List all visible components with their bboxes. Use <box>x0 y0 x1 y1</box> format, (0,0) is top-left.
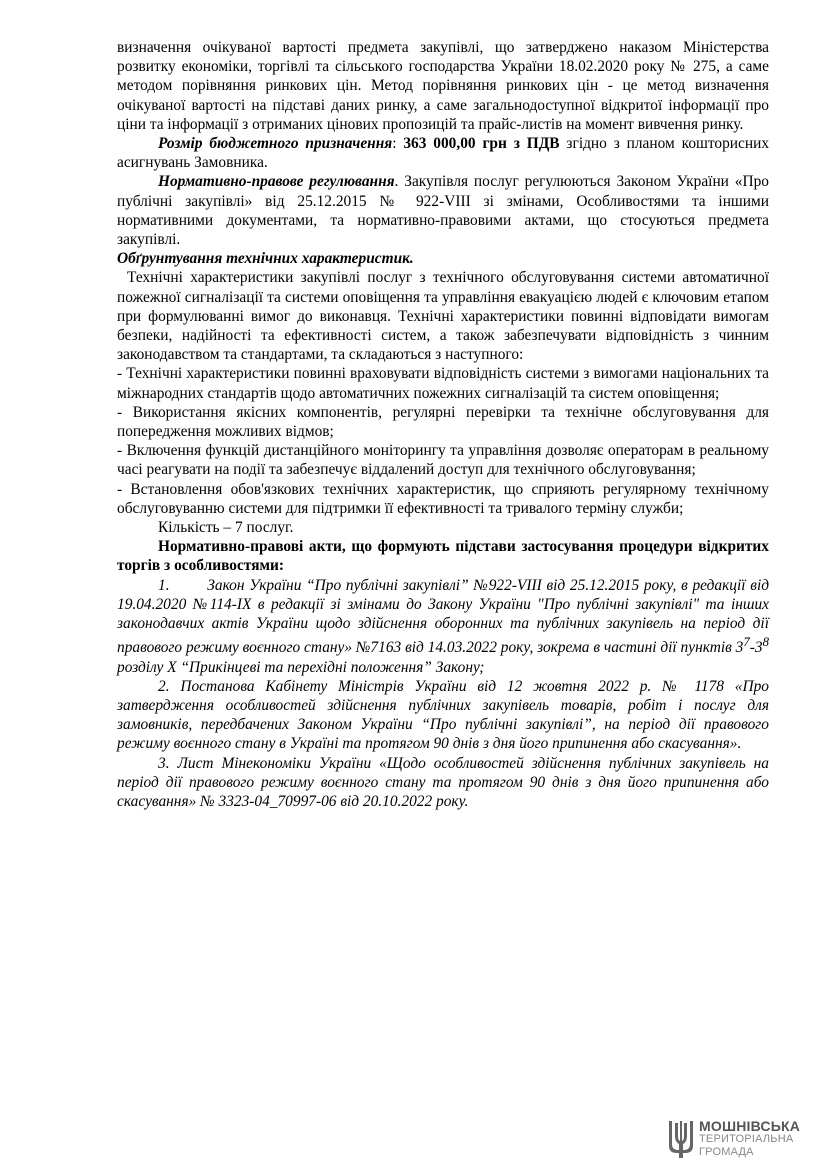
paragraph-legal <box>117 172 769 249</box>
watermark-subtitle-2: ГРОМАДА <box>699 1145 754 1158</box>
acts-heading: Нормативно-правові акти, що формують підстави застосування процедури відкритих торгів з особливостями: <box>117 538 769 575</box>
watermark-subtitle-1: ТЕРИТОРІАЛЬНА <box>699 1132 794 1145</box>
act-item-1 <box>117 576 773 677</box>
budget-value: 363 000,00 грн з ПДВ <box>403 135 560 153</box>
tech-heading: Обґрунтування технічних характеристик. <box>117 250 414 268</box>
act1-sup-2: 8 <box>762 635 769 650</box>
watermark-title: МОШНІВСЬКА <box>699 1117 801 1134</box>
list-item: - Технічні характеристики повинні враховувати відповідність системи з вимогами національних та міжнародних стандартів щодо автоматичних пожежних сигналізацій та систем оповіщення; <box>117 365 769 402</box>
act-item-3: 3. Лист Мінекономіки України «Щодо особливостей здійснення публічних закупівель на період дії правового режиму воєнного стану та протягом 90 днів з дня його припинення або скасування» № 3323-04_70997-06 від 20.10.2022 року. <box>117 754 769 811</box>
act1-text: 1. Закон України “Про публічні закупівлі” №922-VIII від 25.12.2015 року, в редакції від 19.04.2020 №114-IX в редакції зі змінами до Закону України "Про публічні закупівлі" та інших законодавчих актів України щодо здійснення оборонних та публічних закупівель на період дії правового режиму воєнного стану» №7163 від 14.03.2022 року, зокрема в частині дії пунктів 3 <box>117 576 773 657</box>
community-watermark <box>667 1114 817 1164</box>
watermark-text <box>699 1117 801 1159</box>
list-item: - Включення функцій дистанційного моніторингу та управління дозволяє операторам в реальному часі реагувати на події та забезпечує віддалений доступ для технічного обслуговування; <box>117 442 769 479</box>
paragraph-method: визначення очікуваної вартості предмета закупівлі, що затверджено наказом Міністерства розвитку економіки, торгівлі та сільського господарства України 18.02.2020 року № 275, а саме методом порівняння ринкових цін. Метод порівняння ринкових цін - це метод визначення очікуваної вартості на підставі даних ринку, а саме загальнодоступної відкритої інформації про ціни та інформації з отриманих цінових пропозицій та прайс-листів на момент вивчення ринку. <box>117 39 769 133</box>
act1-sup-1: 7 <box>743 635 750 650</box>
trident-icon <box>667 1118 695 1160</box>
act1-dash: -3 <box>749 639 763 657</box>
budget-label: Розмір бюджетного призначення <box>158 135 393 153</box>
legal-label: Нормативно-правове регулювання <box>158 173 395 191</box>
budget-separator: : <box>392 135 404 153</box>
paragraph-budget <box>117 134 769 172</box>
act1-tail: розділу X “Прикінцеві та перехідні положення” Закону; <box>117 639 773 676</box>
legal-text: . Закупівля послуг регулюються Законом України «Про публічні закупівлі» від 25.12.2015 № 922-VIII зі змінами, Особливостями та іншими нормативними документами, та нормативно-правовими актами, що стосуються предмета закупівлі. <box>117 173 769 249</box>
budget-rest: згідно з планом кошторисних асигнувань Замовника. <box>117 135 770 172</box>
paragraph-tech: Технічні характеристики закупівлі послуг з технічного обслуговування системи автоматичної пожежної сигналізації та системи оповіщення та управління евакуацією людей є ключовим етапом при формулюванні вимог до виконавця. Технічні характеристики повинні відповідати вимогам безпеки, надійності та ефективності систем, а також забезпечувати відповідність з чинним законодавством та стандартами, та складаються з наступного: <box>117 269 769 364</box>
quantity: Кількість – 7 послуг. <box>158 519 294 537</box>
act-item-2: 2. Постанова Кабінету Міністрів України від 12 жовтня 2022 р. № 1178 «Про затвердження особливостей здійснення публічних закупівель товарів, робіт і послуг для замовників, передбачених Законом України “Про публічні закупівлі”, на період дії правового режиму воєнного стану в Україні та протягом 90 днів з дня його припинення або скасування». <box>117 677 769 753</box>
list-item: - Використання якісних компонентів, регулярні перевірки та технічне обслуговування для попередження можливих відмов; <box>117 403 769 441</box>
document-body <box>117 38 773 811</box>
list-item: - Встановлення обов'язкових технічних характеристик, що сприяють регулярному технічному обслуговуванню системи для підтримки її ефективності та тривалого терміну служби; <box>117 480 769 517</box>
